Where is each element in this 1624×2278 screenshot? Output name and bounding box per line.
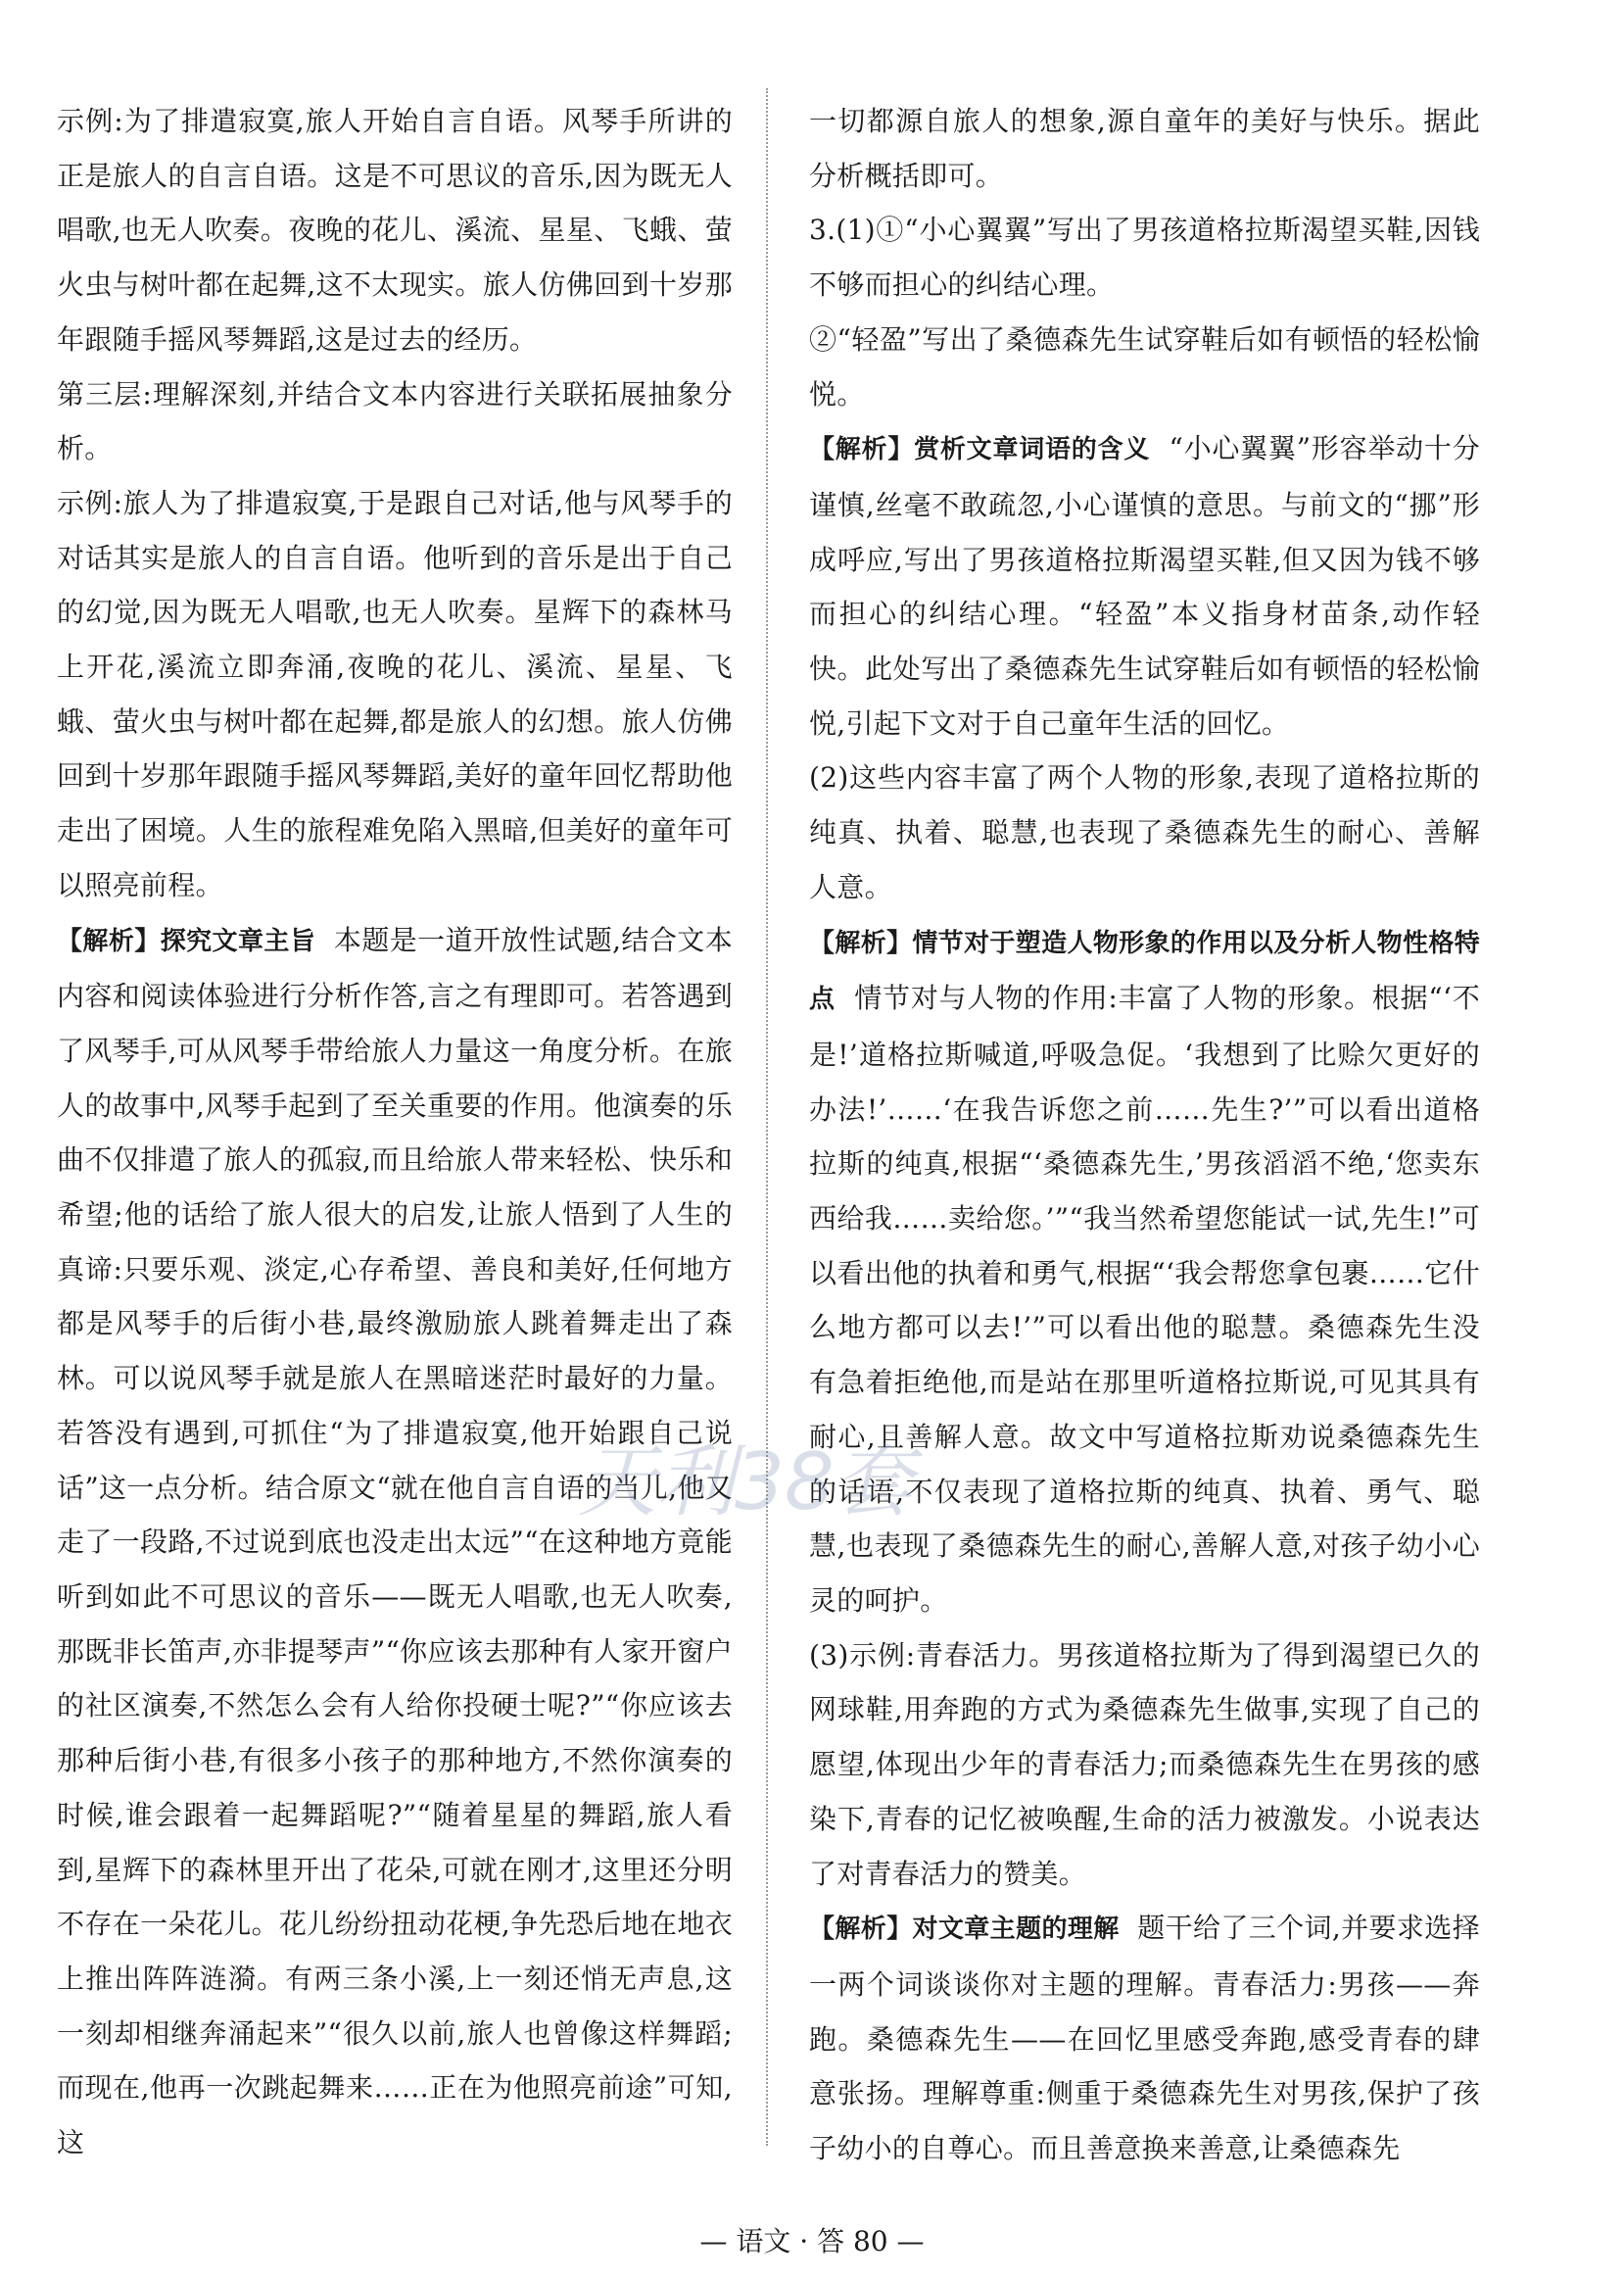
continuation-text: 一切都源自旅人的想象,源自童年的美好与快乐。据此分析概括即可。 xyxy=(809,105,1480,192)
right-column xyxy=(809,94,1480,2176)
answer-3-2: (2)这些内容丰富了两个人物的形象,表现了道格拉斯的纯真、执着、聪慧,也表现了桑德森先生的耐心、善解人意。 xyxy=(809,761,1480,903)
analysis-2 xyxy=(809,915,1480,1628)
layer3-heading: 第三层:理解深刻,并结合文本内容进行关联拓展抽象分析。 xyxy=(57,377,733,465)
left-column xyxy=(57,94,733,2170)
analysis-3-tag: 【解析】对文章主题的理解 xyxy=(809,1914,1120,1945)
analysis-2-tag: 【解析】情节对于塑造人物形象的作用以及分析人物性格特点 xyxy=(809,928,1480,1015)
answer-3-3: (3)示例:青春活力。男孩道格拉斯为了得到渴望已久的网球鞋,用奔跑的方式为桑德森先生做事,实现了自己的愿望,体现出少年的青春活力;而桑德森先生在男孩的感染下,青春的记忆被唤醒,生命的活力被激发。小说表达了对青春活力的赞美。 xyxy=(809,1638,1480,1890)
analysis-1-tag: 【解析】赏析文章词语的含义 xyxy=(809,435,1151,465)
column-divider xyxy=(766,88,768,2146)
watermark-text: 天利38套 xyxy=(578,1436,913,1527)
analysis-2-text: 情节对与人物的作用:丰富了人物的形象。根据“‘不是!’道格拉斯喊道,呼吸急促。‘我想到了比赊欠更好的办法!’……‘在我告诉您之前……先生?’”可以看出道格拉斯的纯真,根据“‘桑德森先生,’男孩滔滔不绝,‘您卖东西给我……卖给您。’”“我当然希望您能试一试,先生!”可以看出他的执着和勇气,根据“‘我会帮您拿包裹……它什么地方都可以去!’”可以看出他的聪慧。桑德森先生没有急着拒绝他,而是站在那里听道格拉斯说,可见其具有耐心,且善解人意。故文中写道格拉斯劝说桑德森先生的话语,不仅表现了道格拉斯的纯真、执着、勇气、聪慧,也表现了桑德森先生的耐心,善解人意,对孩子幼小心灵的呵护。 xyxy=(809,982,1481,1617)
example-layer3: 示例:旅人为了排遣寂寞,于是跟自己对话,他与风琴手的对话其实是旅人的自言自语。他听到的音乐是出于自己的幻觉,因为既无人唱歌,也无人吹奏。星辉下的森林马上开花,溪流立即奔涌,夜晚的花儿、溪流、星星、飞蛾、萤火虫与树叶都在起舞,都是旅人的幻想。旅人仿佛回到十岁那年跟随手摇风琴舞蹈,美好的童年回忆帮助他走出了困境。人生的旅程难免陷入黑暗,但美好的童年可以照亮前程。 xyxy=(57,486,733,901)
answer-3-1-a: 3.(1)①“小心翼翼”写出了男孩道格拉斯渴望买鞋,因钱不够而担心的纠结心理。 xyxy=(809,214,1480,302)
analysis-text: 本题是一道开放性试题,结合文本内容和阅读体验进行分析作答,言之有理即可。若答遇到了风琴手,可从风琴手带给旅人力量这一角度分析。在旅人的故事中,风琴手起到了至关重要的作用。他演奏的乐曲不仅排遣了旅人的孤寂,而且给旅人带来轻松、快乐和希望;他的话给了旅人很大的启发,让旅人悟到了人生的真谛:只要乐观、淡定,心存希望、善良和美好,任何地方都是风琴手的后街小巷,最终激励旅人跳着舞走出了森林。可以说风琴手就是旅人在黑暗迷茫时最好的力量。若答没有遇到,可抓住“为了排遣寂寞,他开始跟自己说话”这一点分析。结合原文“就在他自言自语的当儿,他又走了一段路,不过说到底也没走出太远”“在这种地方竟能听到如此不可思议的音乐——既无人唱歌,也无人吹奏,那既非长笛声,亦非提琴声”“你应该去那种有人家开窗户的社区演奏,不然怎么会有人给你投硬士呢?”“你应该去那种后街小巷,有很多小孩子的那种地方,不然你演奏的时候,谁会跟着一起舞蹈呢?”“随着星星的舞蹈,旅人看到,星辉下的森林里开出了花朵,可就在刚才,这里还分明不存在一朵花儿。花儿纷纷扭动花梗,争先恐后地在地衣上推出阵阵涟漪。有两三条小溪,上一刻还悄无声息,这一刻却相继奔涌起来”“很久以前,旅人也曾像这样舞蹈;而现在,他再一次跳起舞来……正在为他照亮前途”可知,这 xyxy=(57,923,734,2159)
analysis-tag: 【解析】探究文章主旨 xyxy=(57,926,316,956)
analysis-paragraph xyxy=(57,913,733,2170)
analysis-3 xyxy=(809,1901,1480,2176)
analysis-1-text: “小心翼翼”形容举动十分谨慎,丝毫不敢疏忽,小心谨慎的意思。与前文的“挪”形成呼应,写出了男孩道格拉斯渴望买鞋,但又因为钱不够而担心的纠结心理。“轻盈”本义指身材苗条,动作轻快。此处写出了桑德森先生试穿鞋后如有顿悟的轻松愉悦,引起下文对于自己童年生活的回忆。 xyxy=(809,432,1480,740)
analysis-3-text: 题干给了三个词,并要求选择一两个词谈谈你对主题的理解。青春活力:男孩——奔跑。桑德森先生——在回忆里感受奔跑,感受青春的肆意张扬。理解尊重:侧重于桑德森先生对男孩,保护了孩子幼小的自尊心。而且善意换来善意,让桑德森先 xyxy=(809,1912,1480,2165)
example-layer2: 示例:为了排遣寂寞,旅人开始自言自语。风琴手所讲的正是旅人的自言自语。这是不可思议的音乐,因为既无人唱歌,也无人吹奏。夜晚的花儿、溪流、星星、飞蛾、萤火虫与树叶都在起舞,这不太现实。旅人仿佛回到十岁那年跟随手摇风琴舞蹈,这是过去的经历。 xyxy=(57,105,733,356)
page-footer: — 语文 · 答 80 — xyxy=(699,2225,925,2257)
answer-3-1-b: ②“轻盈”写出了桑德森先生试穿鞋后如有顿悟的轻松愉悦。 xyxy=(809,322,1480,411)
analysis-1 xyxy=(809,421,1480,751)
